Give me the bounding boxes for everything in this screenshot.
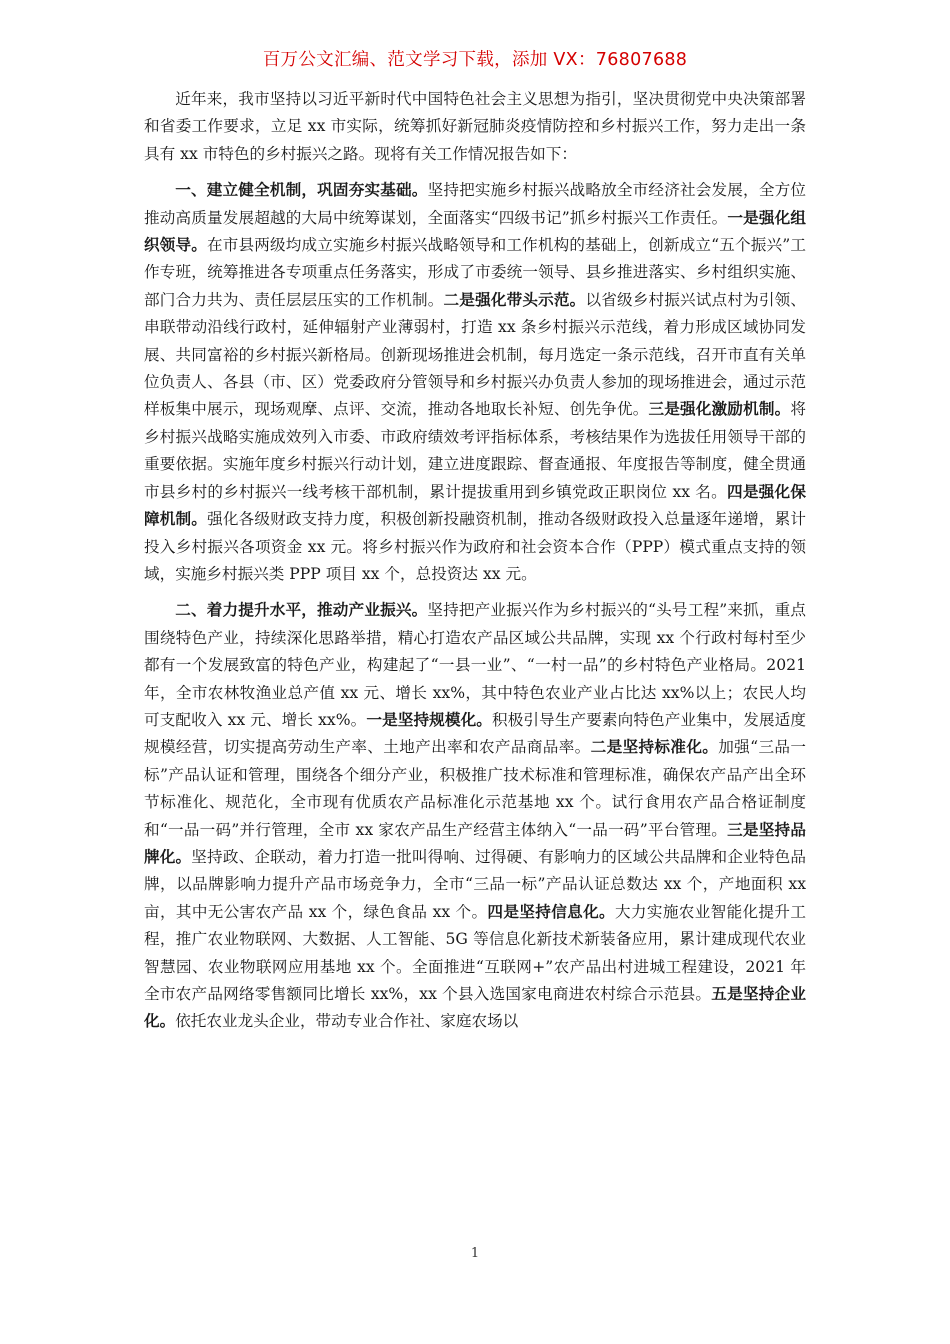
section-one-point-2-text: 以省级乡村振兴试点村为引领、串联带动沿线行政村，延伸辐射产业薄弱村，打造 xx 条乡村振兴示范线，着力形成区域协同发展、共同富裕的乡村振兴新格局。创新现场推进会机制，每月选定一条示范线，召开市直有关单位负责人、各县（市、区）党委政府分管领导和乡村振兴办负责人参加的现场推进会，通过示范样板集中展示，现场观摩、点评、交流，推动各地取长补短、创先争优。 [144, 290, 806, 419]
section-one-point-1-text: 在市县两级均成立实施乡村振兴战略领导和工作机构的基础上，创新成立“五个振兴”工作专班，统筹推进各专项重点任务落实，形成了市委统一领导、县乡推进落实、乡村组织实施、部门合力共为、责任层层压实的工作机制。 [144, 236, 806, 309]
section-two-point-4-text: 大力实施农业智能化提升工程，推广农业物联网、大数据、人工智能、5G 等信息化新技术新装备应用，累计建成现代农业智慧园、农业物联网应用基地 xx 个。全面推进“互联网+”农产品出村进城工程建设，2021 年全市农产品网络零售额同比增长 xx%，xx 个县入选国家电商进农村综合示范县。 [144, 902, 806, 1003]
intro-paragraph [144, 86, 806, 168]
page-number: 1 [470, 1246, 480, 1261]
section-one-heading: 一、建立健全机制，巩固夯实基础。 [175, 181, 428, 200]
section-two-point-2-heading: 二是坚持标准化。 [590, 738, 719, 757]
section-two-point-5-heading: 五是坚持企业化。 [144, 985, 806, 1031]
section-two-point-2-text: 加强“三品一标”产品认证和管理，围绕各个细分产业，积极推广技术标准和管理标准，确保农产品产出全环节标准化、规范化，全市现有优质农产品标准化示范基地 xx 个。试行食用农产品合格证制度和“一品一码”并行管理，全市 xx 家农产品生产经营主体纳入“一品一码”平台管理。 [144, 738, 806, 839]
intro-text: 近年来，我市坚持以习近平新时代中国特色社会主义思想为指引，坚决贯彻党中央决策部署和省委工作要求，立足 xx 市实际，统筹抓好新冠肺炎疫情防控和乡村振兴工作，努力走出一条具有 xx 市特色的乡村振兴之路。现将有关工作情况报告如下： [144, 90, 806, 163]
section-one-point-3-heading: 三是强化激励机制。 [648, 400, 791, 419]
section-two-point-1-heading: 一是坚持规模化。 [366, 710, 492, 729]
section-one-point-2-heading: 二是强化带头示范。 [443, 290, 586, 309]
section-two-point-1-text: 积极引导生产要素向特色产业集中，发展适度规模经营，切实提高劳动生产率、土地产出率和农产品商品率。 [144, 710, 806, 757]
header-banner: 百万公文汇编、范文学习下载，添加 VX：76807688 [262, 50, 688, 70]
section-one-point-3-text: 将乡村振兴战略实施成效列入市委、市政府绩效考评指标体系，考核结果作为选拔任用领导干部的重要依据。实施年度乡村振兴行动计划，建立进度跟踪、督查通报、年度报告等制度，健全贯通市县乡村的乡村振兴一线考核干部机制，累计提拔重用到乡镇党政正职岗位 xx 名。 [144, 400, 806, 501]
section-two-paragraph [144, 597, 806, 1036]
section-two-point-3-text: 坚持政、企联动，着力打造一批叫得响、过得硬、有影响力的区域公共品牌和企业特色品牌，以品牌影响力提升产品市场竞争力，全市“三品一标”产品认证总数达 xx 个，产地面积 xx 亩，其中无公害农产品 xx 个，绿色食品 xx 个。 [144, 847, 806, 921]
section-two-heading: 二、着力提升水平，推动产业振兴。 [175, 601, 428, 620]
section-two-point-5-text: 依托农业龙头企业，带动专业合作社、家庭农场以 [175, 1012, 519, 1031]
document-body [144, 86, 806, 1036]
section-one-point-4-heading: 四是强化保障机制。 [144, 482, 806, 529]
section-one-paragraph [144, 177, 806, 588]
section-two-point-3-heading: 三是坚持品牌化。 [144, 820, 806, 866]
section-two-point-4-heading: 四是坚持信息化。 [487, 902, 615, 921]
section-one-point-1-heading: 一是强化组织领导。 [144, 208, 806, 255]
section-one-point-4-text: 强化各级财政支持力度，积极创新投融资机制，推动各级财政投入总量逐年递增，累计投入乡村振兴各项资金 xx 元。将乡村振兴作为政府和社会资本合作（PPP）模式重点支持的领域，实施乡村振兴类 PPP 项目 xx 个，总投资达 xx 元。 [144, 510, 806, 583]
section-one-text: 坚持把实施乡村振兴战略放全市经济社会发展，全方位推动高质量发展超越的大局中统筹谋划，全面落实“四级书记”抓乡村振兴工作责任。 [144, 181, 806, 227]
section-two-text: 坚持把产业振兴作为乡村振兴的“头号工程”来抓，重点围绕特色产业，持续深化思路举措，精心打造农产品区域公共品牌，实现 xx 个行政村每村至少都有一个发展致富的特色产业，构建起了“一县一业”、“一村一品”的乡村特色产业格局。2021 年，全市农林牧渔业总产值 xx 元、增长 xx%，其中特色农业产业占比达 xx%以上；农民人均可支配收入 xx 元、增长 xx%。 [144, 601, 806, 729]
